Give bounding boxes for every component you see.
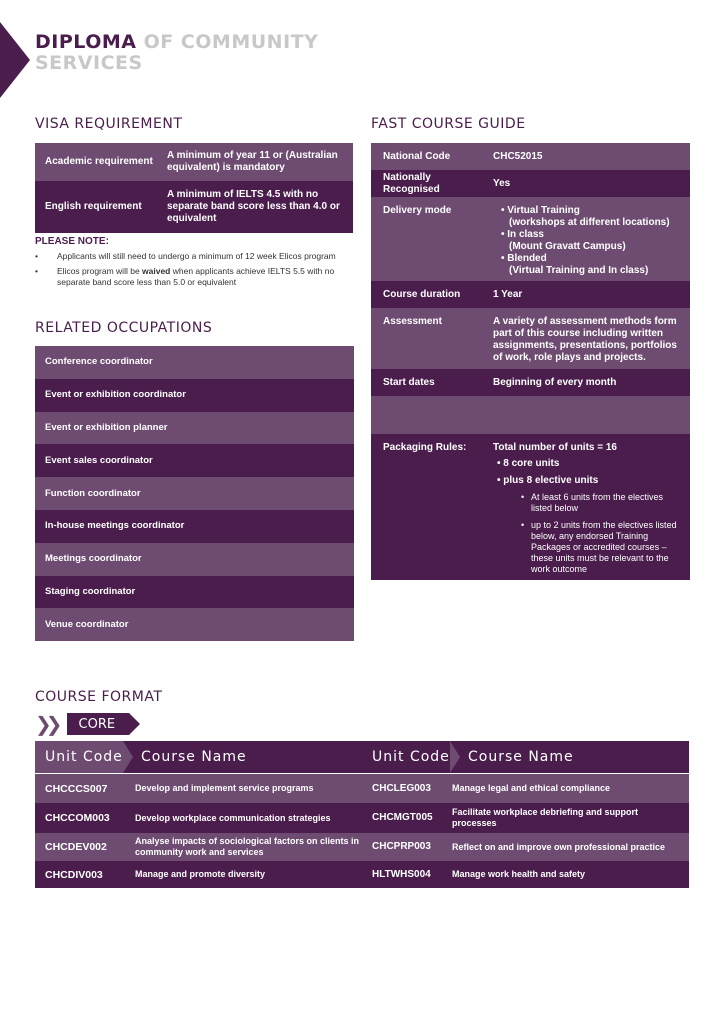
occupations-list — [35, 346, 354, 641]
delivery-detail: (Virtual Training and In class) — [509, 265, 649, 276]
occupation-item: In-house meetings coordinator — [35, 510, 354, 543]
bullet: • — [521, 492, 525, 502]
guide-row-empty — [371, 396, 690, 434]
note-item — [35, 251, 353, 262]
guide-row-duration — [371, 281, 690, 308]
header-unit-code: Unit Code — [35, 741, 123, 773]
visa-label: Academic requirement — [45, 156, 153, 167]
guide-label: Delivery mode — [383, 205, 452, 216]
visa-row-english — [35, 181, 353, 233]
guide-row-code — [371, 143, 690, 170]
guide-label: Course duration — [383, 288, 461, 300]
delivery-mode: • In class — [501, 229, 544, 240]
note-text: Elicos program will be — [57, 266, 143, 276]
note-text: when applicants achieve IELTS 5.5 with no separate band score less than 5.0 or equivalent — [57, 266, 335, 287]
packaging-elective: • plus 8 elective units — [497, 475, 599, 486]
note-item — [35, 266, 353, 288]
unit-name: Manage work health and safety — [452, 869, 586, 879]
unit-name: Analyse impacts of sociological factors on clients in community work and services — [135, 836, 360, 857]
please-note — [35, 236, 353, 292]
guide-value: Beginning of every month — [493, 376, 617, 388]
title-secondary: OF COMMUNITY SERVICES — [35, 31, 319, 74]
guide-value: Yes — [493, 177, 511, 189]
table-row — [35, 861, 689, 888]
table-row — [35, 833, 689, 861]
table-row — [35, 773, 689, 803]
guide-row-start — [371, 369, 690, 396]
guide-value — [493, 205, 690, 281]
occupation-item: Event sales coordinator — [35, 444, 354, 477]
unit-code: CHCMGT005 — [372, 812, 433, 823]
units-header — [35, 741, 689, 773]
guide-label: Assessment — [383, 316, 442, 327]
visa-label: English requirement — [45, 201, 142, 212]
unit-name: Develop workplace communication strategies — [135, 812, 331, 823]
title-primary: DIPLOMA — [35, 31, 137, 53]
guide-label: Start dates — [383, 376, 435, 388]
chevron-icon: ❯❯ — [35, 712, 57, 736]
unit-name: Manage and promote diversity — [135, 869, 266, 879]
page-title — [35, 32, 355, 74]
occupations-heading: RELATED OCCUPATIONS — [35, 320, 213, 336]
header-course-name: Course Name — [450, 741, 689, 773]
unit-name: Facilitate workplace debriefing and support processes — [452, 807, 639, 828]
packaging-total: Total number of units = 16 — [493, 442, 617, 453]
guide-row-delivery — [371, 197, 690, 281]
note-heading: PLEASE NOTE: — [35, 236, 109, 247]
visa-table — [35, 143, 353, 233]
guide-label: Packaging Rules: — [383, 442, 467, 453]
delivery-detail: (workshops at different locations) — [509, 217, 670, 228]
occupation-item: Venue coordinator — [35, 608, 354, 641]
note-bold: waived — [142, 266, 171, 276]
header-unit-code: Unit Code — [362, 741, 450, 773]
visa-heading: VISA REQUIREMENT — [35, 116, 183, 132]
bullet: • — [35, 251, 38, 261]
format-heading: COURSE FORMAT — [35, 689, 163, 705]
delivery-mode: • Virtual Training — [501, 205, 580, 216]
packaging-core: • 8 core units — [497, 458, 560, 469]
guide-heading: FAST COURSE GUIDE — [371, 116, 526, 132]
guide-value: A variety of assessment methods form part of this course including written assignments, presentations, portfolios of work, role plays and projects. — [493, 316, 677, 363]
occupation-item: Conference coordinator — [35, 346, 354, 379]
guide-value — [493, 442, 690, 580]
guide-row-recognised — [371, 170, 690, 197]
bullet: • — [35, 266, 38, 276]
visa-value: A minimum of year 11 or (Australian equivalent) is mandatory — [167, 150, 338, 173]
packaging-sub-item — [521, 520, 684, 575]
core-badge — [35, 713, 129, 735]
unit-code: HLTWHS004 — [372, 868, 431, 880]
bullet: • — [521, 520, 525, 530]
guide-row-packaging — [371, 434, 690, 580]
guide-value: CHC52015 — [493, 150, 543, 162]
unit-name: Reflect on and improve own professional practice — [452, 841, 666, 852]
occupation-item: Staging coordinator — [35, 576, 354, 609]
guide-label: National Code — [383, 150, 451, 162]
packaging-sub-text: At least 6 units from the electives listed below — [531, 492, 664, 513]
unit-name: Manage legal and ethical compliance — [452, 783, 611, 793]
unit-code: CHCDEV002 — [45, 841, 107, 853]
unit-code: CHCPRP003 — [372, 841, 431, 852]
unit-code: CHCDIV003 — [45, 868, 103, 881]
unit-code: CHCCOM003 — [45, 812, 110, 824]
unit-name: Develop and implement service programs — [135, 783, 314, 793]
delivery-mode: • Blended — [501, 253, 547, 264]
note-text: Applicants will still need to undergo a minimum of 12 week Elicos program — [57, 251, 336, 261]
units-table — [35, 741, 689, 888]
core-label: CORE — [67, 713, 130, 735]
packaging-sub-item — [521, 492, 684, 514]
packaging-sub-text: up to 2 units from the electives listed below, any endorsed Training Packages or accredited courses – these units must be relevant to the work outcome — [531, 520, 677, 574]
occupation-item: Meetings coordinator — [35, 543, 354, 576]
guide-row-assessment — [371, 308, 690, 369]
unit-code: CHCCCS007 — [45, 782, 108, 795]
guide-label: Nationally Recognised — [383, 171, 440, 195]
table-row — [35, 803, 689, 833]
occupation-item: Function coordinator — [35, 477, 354, 510]
occupation-item: Event or exhibition coordinator — [35, 379, 354, 412]
corner-tab-decoration — [0, 22, 30, 98]
occupation-item: Event or exhibition planner — [35, 412, 354, 445]
visa-value: A minimum of IELTS 4.5 with no separate band score less than 4.0 or equivalent — [167, 189, 340, 224]
guide-value: 1 Year — [493, 288, 523, 300]
delivery-detail: (Mount Gravatt Campus) — [509, 241, 626, 252]
header-course-name: Course Name — [141, 749, 247, 765]
unit-code: CHCLEG003 — [372, 782, 431, 794]
course-guide-table — [371, 143, 690, 580]
visa-row-academic — [35, 143, 353, 181]
